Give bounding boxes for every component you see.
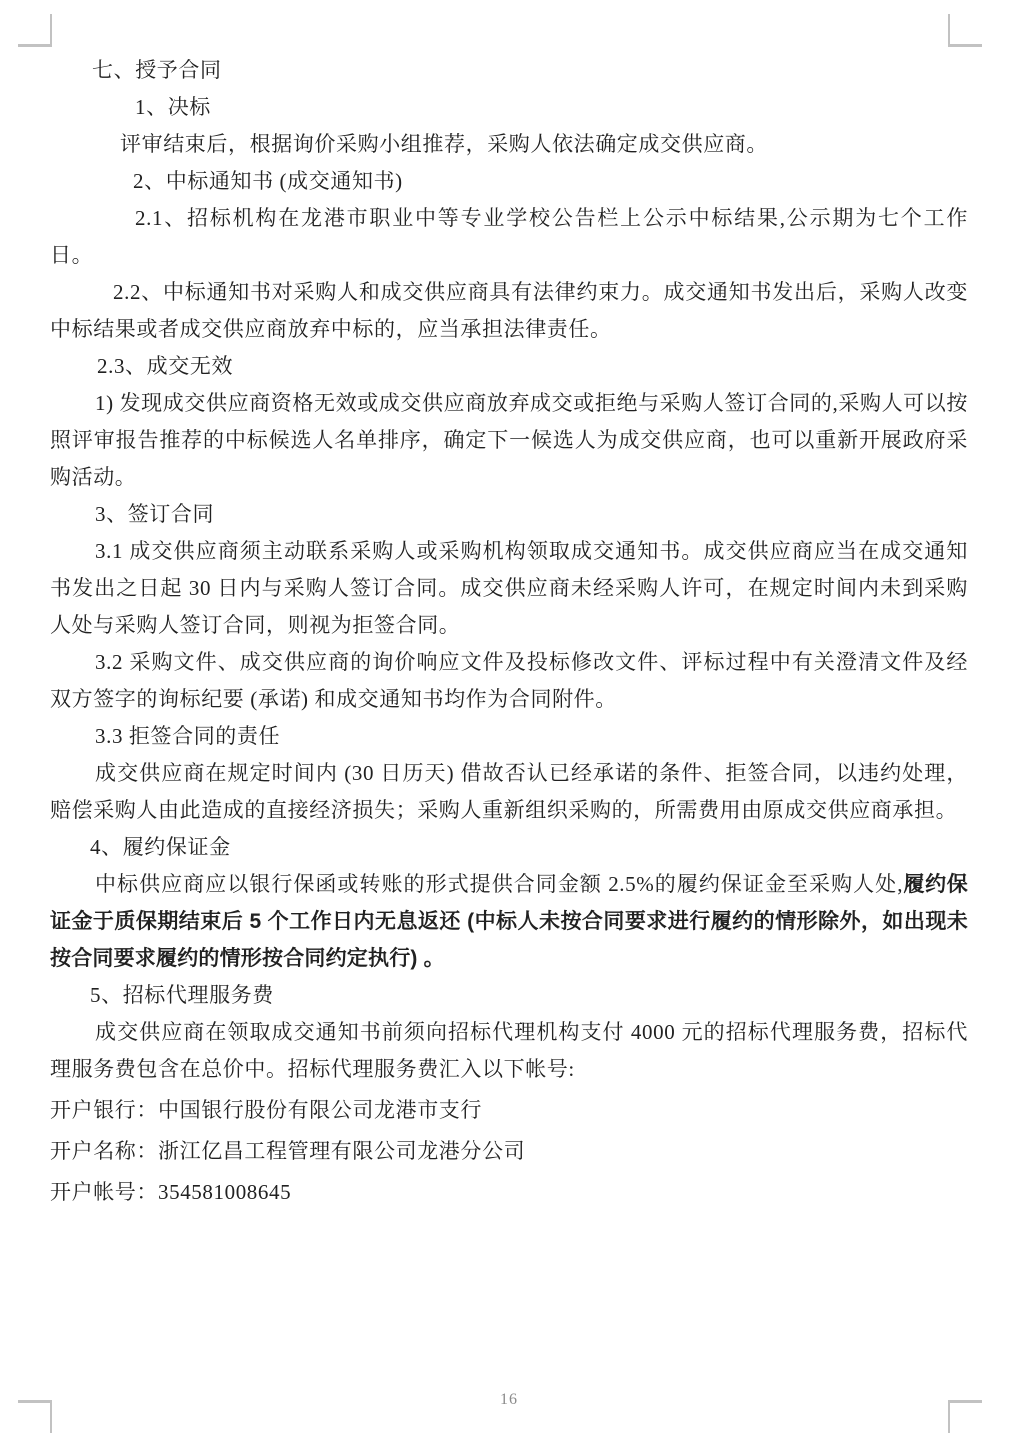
- clause-2-notice-heading: [50, 163, 968, 200]
- account-number-line: [50, 1174, 968, 1211]
- text-run: 3、签订合同: [95, 502, 215, 526]
- text-run: 1) 发现成交供应商资格无效或成交供应商放弃成交或拒绝与采购人签订合同的,采购人可以按照评审报告推荐的中标候选人名单排序，确定下一候选人为成交供应商，也可以重新开展政府采购活动。: [50, 391, 968, 489]
- text-run: 2.2、中标通知书对采购人和成交供应商具有法律约束力。成交通知书发出后，采购人改变中标结果或者成交供应商放弃中标的，应当承担法律责任。: [50, 280, 968, 341]
- clause-4-deposit-heading: [50, 829, 968, 866]
- clause-5-agency-fee-body: [50, 1014, 968, 1088]
- text-run: 2.1、招标机构在龙港市职业中等专业学校公告栏上公示中标结果,公示期为七个工作日。: [50, 206, 968, 267]
- clause-2-3-heading: [50, 348, 968, 385]
- clause-4-deposit-body: [50, 866, 968, 977]
- bold-text-run: 履约保证金于质保期结束后 5 个工作日内无息返还 (中标人未按合同要求进行履约的情形除外，如出现未按合同要求履约的情形按合同约定执行) 。: [50, 873, 968, 970]
- clause-1-decision-body: [50, 126, 968, 163]
- bank-name-value: 中国银行股份有限公司龙港市支行: [158, 1098, 482, 1122]
- clause-3-3-body: [50, 755, 968, 829]
- clause-3-3-heading: [50, 718, 968, 755]
- clause-2-3-body: [50, 385, 968, 496]
- bank-name-line: [50, 1092, 968, 1129]
- bank-name-label: 开户银行：: [50, 1098, 158, 1122]
- text-run: 3.1 成交供应商须主动联系采购人或采购机构领取成交通知书。成交供应商应当在成交通知书发出之日起 30 日内与采购人签订合同。成交供应商未经采购人许可，在规定时间内未到采购人处与采购人签订合同，则视为拒签合同。: [50, 539, 968, 637]
- clause-2-1-body: [50, 200, 968, 274]
- margin-corner-mark-top-right: [948, 14, 982, 47]
- text-run: 2.3、成交无效: [97, 354, 234, 378]
- account-number-label: 开户帐号：: [50, 1180, 158, 1204]
- account-name-value: 浙江亿昌工程管理有限公司龙港分公司: [158, 1139, 526, 1163]
- text-run: 1、决标: [135, 95, 211, 119]
- text-run: 成交供应商在领取成交通知书前须向招标代理机构支付 4000 元的招标代理服务费，招标代理服务费包含在总价中。招标代理服务费汇入以下帐号:: [50, 1020, 968, 1081]
- document-body: [50, 52, 968, 1211]
- clause-5-agency-fee-heading: [50, 977, 968, 1014]
- clause-3-2-body: [50, 644, 968, 718]
- clause-2-2-body: [50, 274, 968, 348]
- account-name-label: 开户名称：: [50, 1139, 158, 1163]
- account-name-line: [50, 1133, 968, 1170]
- margin-corner-mark-top-left: [18, 14, 52, 47]
- section-7-award-heading: [50, 52, 968, 89]
- clause-3-contract-heading: [50, 496, 968, 533]
- text-run: 4、履约保证金: [90, 835, 231, 859]
- text-run: 3.3 拒签合同的责任: [95, 724, 281, 748]
- text-run: 评审结束后，根据询价采购小组推荐，采购人依法确定成交供应商。: [120, 132, 768, 156]
- account-number-value: 354581008645: [158, 1180, 292, 1204]
- clause-1-decision-heading: [50, 89, 968, 126]
- clause-3-1-body: [50, 533, 968, 644]
- text-run: 2、中标通知书 (成交通知书): [133, 169, 403, 193]
- text-run: 七、授予合同: [92, 58, 222, 82]
- text-run: 中标供应商应以银行保函或转账的形式提供合同金额 2.5%的履约保证金至采购人处,: [95, 872, 904, 896]
- text-run: 5、招标代理服务费: [90, 983, 274, 1007]
- text-run: 3.2 采购文件、成交供应商的询价响应文件及投标修改文件、评标过程中有关澄清文件及经双方签字的询标纪要 (承诺) 和成交通知书均作为合同附件。: [50, 650, 968, 711]
- page-number: 16: [500, 1391, 518, 1408]
- text-run: 成交供应商在规定时间内 (30 日历天) 借故否认已经承诺的条件、拒签合同，以违约处理，赔偿采购人由此造成的直接经济损失；采购人重新组织采购的，所需费用由原成交供应商承担。: [50, 761, 968, 822]
